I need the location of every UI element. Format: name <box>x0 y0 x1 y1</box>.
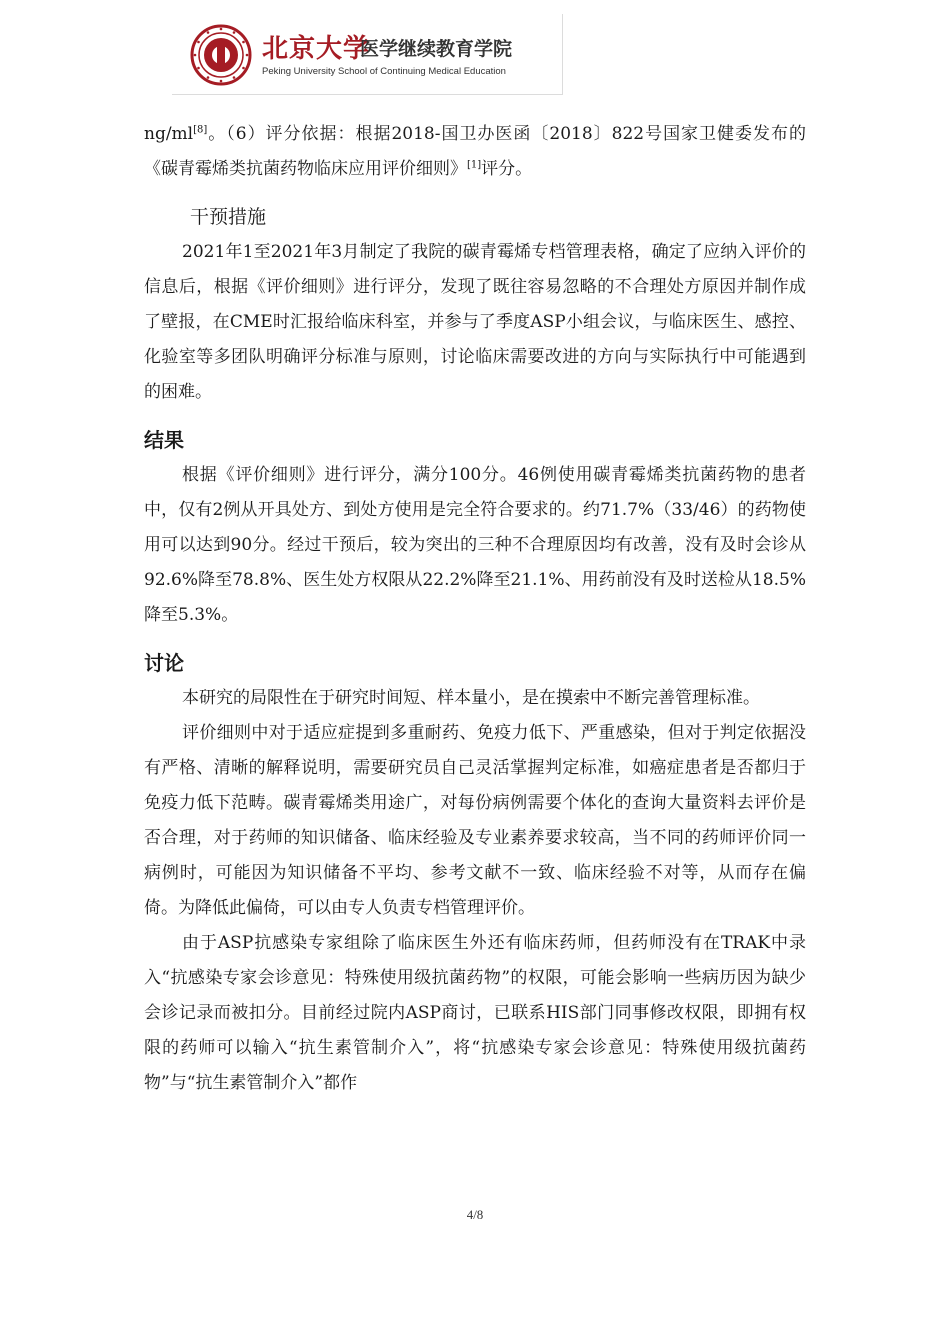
logo-school-name: 医学继续教育学院 <box>360 38 513 60</box>
intervention-paragraph: 2021年1至2021年3月制定了我院的碳青霉烯专档管理表格，确定了应纳入评价的信息后，根据《评价细则》进行评分，发现了既往容易忽略的不合理处方原因并制作成了壁报，在CME时汇报给临床科室，并参与了季度ASP小组会议，与临床医生、感控、化验室等多团队明确评分标准与原则，讨论临床需要改进的方向与实际执行中可能遇到的困难。 <box>144 242 806 402</box>
logo-university-name: 北京大学 <box>262 34 371 64</box>
citation-ref: [1] <box>467 159 482 171</box>
results-heading: 结果 <box>144 428 184 452</box>
intro-text-end: 评分。 <box>481 159 533 179</box>
peking-university-seal-icon <box>190 24 252 86</box>
page-number: 4/8 <box>466 1207 484 1222</box>
discussion-paragraph: 由于ASP抗感染专家组除了临床医生外还有临床药师，但药师没有在TRAK中录入“抗感染专家会诊意见：特殊使用级抗菌药物”的权限，可能会影响一些病历因为缺少会诊记录而被扣分。目前经过院内ASP商讨，已联系HIS部门同事修改权限，即拥有权限的药师可以输入“抗生素管制介入”，将“抗感染专家会诊意见：特殊使用级抗菌药物”与“抗生素管制介入”都作 <box>144 933 806 1093</box>
intro-text-start: ng/ml <box>144 124 194 144</box>
discussion-heading: 讨论 <box>144 651 184 675</box>
intervention-heading: 干预措施 <box>190 206 267 228</box>
page-header <box>172 14 563 95</box>
logo-english-name: Peking University School of Continuing Medical Education <box>262 66 506 77</box>
results-paragraph: 根据《评价细则》进行评分，满分100分。46例使用碳青霉烯类抗菌药物的患者中，仅有2例从开具处方、到处方使用是完全符合要求的。约71.7%（33/46）的药物使用可以达到90分。经过干预后，较为突出的三种不合理原因均有改善，没有及时会诊从92.6%降至78.8%、医生处方权限从22.2%降至21.1%、用药前没有及时送检从18.5%降至5.3%。 <box>144 465 806 625</box>
document-body <box>144 117 806 1101</box>
citation-ref: [8] <box>193 124 208 136</box>
discussion-paragraph: 评价细则中对于适应症提到多重耐药、免疫力低下、严重感染，但对于判定依据没有严格、清晰的解释说明，需要研究员自己灵活掌握判定标准，如癌症患者是否都归于免疫力低下范畴。碳青霉烯类用途广，对每份病例需要个体化的查询大量资料去评价是否合理，对于药师的知识储备、临床经验及专业素养要求较高，当不同的药师评价同一病例时，可能因为知识储备不平均、参考文献不一致、临床经验不对等，从而存在偏倚。为降低此偏倚，可以由专人负责专档管理评价。 <box>144 723 806 918</box>
intro-paragraph <box>144 117 806 187</box>
intro-text-middle: 。（6）评分依据：根据2018-国卫办医函〔2018〕822号国家卫健委发布的《碳青霉烯类抗菌药物临床应用评价细则》 <box>144 124 806 179</box>
discussion-paragraph: 本研究的局限性在于研究时间短、样本量小，是在摸索中不断完善管理标准。 <box>182 688 760 708</box>
